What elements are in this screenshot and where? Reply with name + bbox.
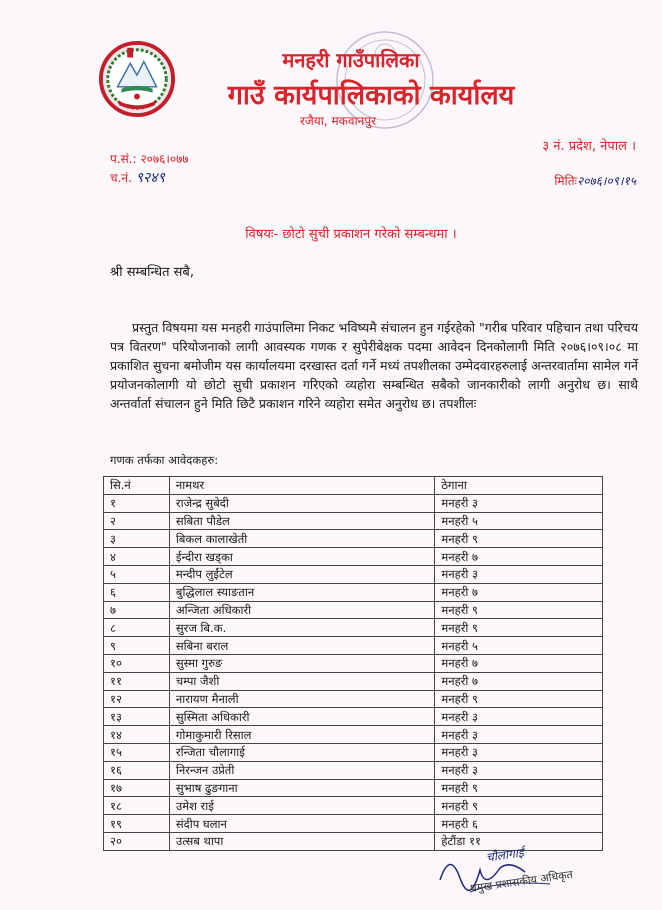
table-row — [104, 654, 603, 672]
cell-serial: १० — [104, 654, 170, 672]
cell-name: सबिता पौडेल — [169, 512, 434, 530]
table-row — [104, 672, 603, 690]
table-row — [104, 548, 603, 566]
table-row — [104, 637, 603, 655]
letter-number-line — [110, 150, 189, 167]
cell-address: मनहरी ९ — [435, 601, 603, 619]
column-header-address: ठेगाना — [435, 477, 603, 495]
cell-serial: १३ — [104, 708, 170, 726]
letter-number-label: प.सं.: — [110, 152, 137, 166]
column-header-name: नामथर — [169, 477, 434, 495]
salutation: श्री सम्बन्धित सबै, — [110, 265, 194, 280]
table-row — [104, 530, 603, 548]
cell-address: मनहरी ३ — [435, 761, 603, 779]
cell-serial: ४ — [104, 548, 170, 566]
date-value: २०७६।०९।१५ — [576, 174, 636, 188]
cell-serial: १४ — [104, 726, 170, 744]
cell-address: मनहरी ९ — [435, 619, 603, 637]
table-row — [104, 512, 603, 530]
cell-serial: १९ — [104, 815, 170, 833]
cell-name: राजेन्द्र सुबेदी — [169, 494, 434, 512]
cell-address: मनहरी ९ — [435, 779, 603, 797]
cell-address: मनहरी ६ — [435, 815, 603, 833]
applicant-rows — [104, 494, 603, 850]
cell-name: उत्सब थापा — [169, 832, 434, 850]
cell-address: हेटौंडा ११ — [435, 832, 603, 850]
dispatch-number-value: ९२४९ — [135, 170, 165, 186]
cell-serial: २ — [104, 512, 170, 530]
table-row — [104, 726, 603, 744]
cell-name: चम्पा जैशी — [169, 672, 434, 690]
column-header-serial: सि.नं — [104, 477, 170, 495]
cell-serial: ७ — [104, 601, 170, 619]
cell-name: सुस्मिता अधिकारी — [169, 708, 434, 726]
office-name: गाउँ कार्यपालिकाको कार्यालय — [227, 80, 515, 111]
cell-name: बुद्धिलाल स्याङतान — [169, 583, 434, 601]
applicant-table — [103, 476, 603, 851]
cell-address: मनहरी ९ — [435, 690, 603, 708]
table-row — [104, 565, 603, 583]
municipality-name: मनहरी गाउँपालिका — [282, 48, 420, 72]
table-row — [104, 743, 603, 761]
cell-name: अन्जिता अधिकारी — [169, 601, 434, 619]
cell-serial: ६ — [104, 583, 170, 601]
cell-serial: ५ — [104, 565, 170, 583]
table-row — [104, 708, 603, 726]
dispatch-number-line — [110, 168, 165, 187]
table-row — [104, 601, 603, 619]
signatory-title: प्रमुख प्रशासकीय अधिकृत — [469, 867, 574, 896]
table-header-row — [104, 477, 603, 495]
table-row — [104, 494, 603, 512]
province-line: ३ नं. प्रदेश, नेपाल । — [542, 139, 636, 154]
cell-name: उमेश राई — [169, 797, 434, 815]
cell-name: सुभाष ढुङगाना — [169, 779, 434, 797]
cell-serial: ११ — [104, 672, 170, 690]
letter-number-value: २०७६।०७७ — [140, 152, 189, 166]
table-row — [104, 761, 603, 779]
cell-serial: ९ — [104, 637, 170, 655]
cell-address: मनहरी ९ — [435, 797, 603, 815]
table-row — [104, 690, 603, 708]
table-row — [104, 583, 603, 601]
signatory-name: चौलागाई — [485, 845, 525, 865]
cell-serial: ८ — [104, 619, 170, 637]
cell-serial: १८ — [104, 797, 170, 815]
table-row — [104, 779, 603, 797]
cell-name: ईन्दीरा खड्का — [169, 548, 434, 566]
cell-name: मन्दीप लुईंटेल — [169, 565, 434, 583]
cell-address: मनहरी ३ — [435, 565, 603, 583]
table-row — [104, 815, 603, 833]
cell-name: सुरज बि.क. — [169, 619, 434, 637]
cell-serial: १५ — [104, 743, 170, 761]
cell-serial: ३ — [104, 530, 170, 548]
cell-name: गोमाकुमारी रिसाल — [169, 726, 434, 744]
cell-serial: २० — [104, 832, 170, 850]
cell-address: मनहरी ७ — [435, 583, 603, 601]
cell-address: मनहरी ३ — [435, 494, 603, 512]
cell-address: मनहरी ३ — [435, 743, 603, 761]
office-address: रजैया, मकवानपुर — [300, 114, 377, 128]
dispatch-number-label: च.नं. — [110, 171, 132, 185]
table-row — [104, 619, 603, 637]
cell-address: मनहरी ५ — [435, 512, 603, 530]
cell-name: सबिना बराल — [169, 637, 434, 655]
cell-name: रन्जिता चौलागाई — [169, 743, 434, 761]
cell-address: मनहरी ३ — [435, 708, 603, 726]
cell-serial: १२ — [104, 690, 170, 708]
cell-name: संदीप घलान — [169, 815, 434, 833]
cell-name: बिकल कालाखेती — [169, 530, 434, 548]
cell-serial: १६ — [104, 761, 170, 779]
body-paragraph: प्रस्तुत विषयमा यस मनहरी गाउंपालिमा निकट भविष्यमै संचालन हुन गईरहेको "गरीब परिवार पहिचान तथा परिचय पत्र वितरण" परियोजनाको लागी आवस्यक गणक र सुपेरीबेक्षक पदमा आवेदन दिनकोलागी मिति २०७६।०९।०८ मा प्रकाशित सुचना बमोजीम यस कार्यालयमा दरखास्त दर्ता गर्ने मध्यं तपशीलका उम्मेदवारहरुलाई अन्तरवार्तामा सामेल गर्ने प्रयोजनकोलागी यो छोटो सुची प्रकाशन गरिएको व्यहोरा सम्बन्धित सबैको जानकारीको लागी अनुरोध छ। साथै अन्तर्वार्ता संचालन हुने मिति छिटै प्रकाशन गरिने व्यहोरा समेत अनुरोध छ। तपशीलः — [110, 320, 638, 411]
cell-address: मनहरी ७ — [435, 548, 603, 566]
subject-line: विषयः- छोटो सुची प्रकाशन गरेको सम्बन्धमा । — [245, 227, 457, 242]
date-label: मितिः — [554, 174, 577, 188]
cell-address: मनहरी ७ — [435, 672, 603, 690]
table-row — [104, 797, 603, 815]
cell-address: मनहरी ९ — [435, 530, 603, 548]
table-caption: गणक तर्फका आवेदकहरु: — [110, 453, 219, 467]
cell-serial: १७ — [104, 779, 170, 797]
cell-name: नारायण मैनाली — [169, 690, 434, 708]
cell-address: मनहरी ७ — [435, 654, 603, 672]
cell-address: मनहरी ५ — [435, 637, 603, 655]
cell-address: मनहरी ३ — [435, 726, 603, 744]
cell-serial: १ — [104, 494, 170, 512]
cell-name: निरन्जन उप्रेती — [169, 761, 434, 779]
cell-name: सुस्मा गुरुङ — [169, 654, 434, 672]
date-line — [554, 172, 636, 189]
